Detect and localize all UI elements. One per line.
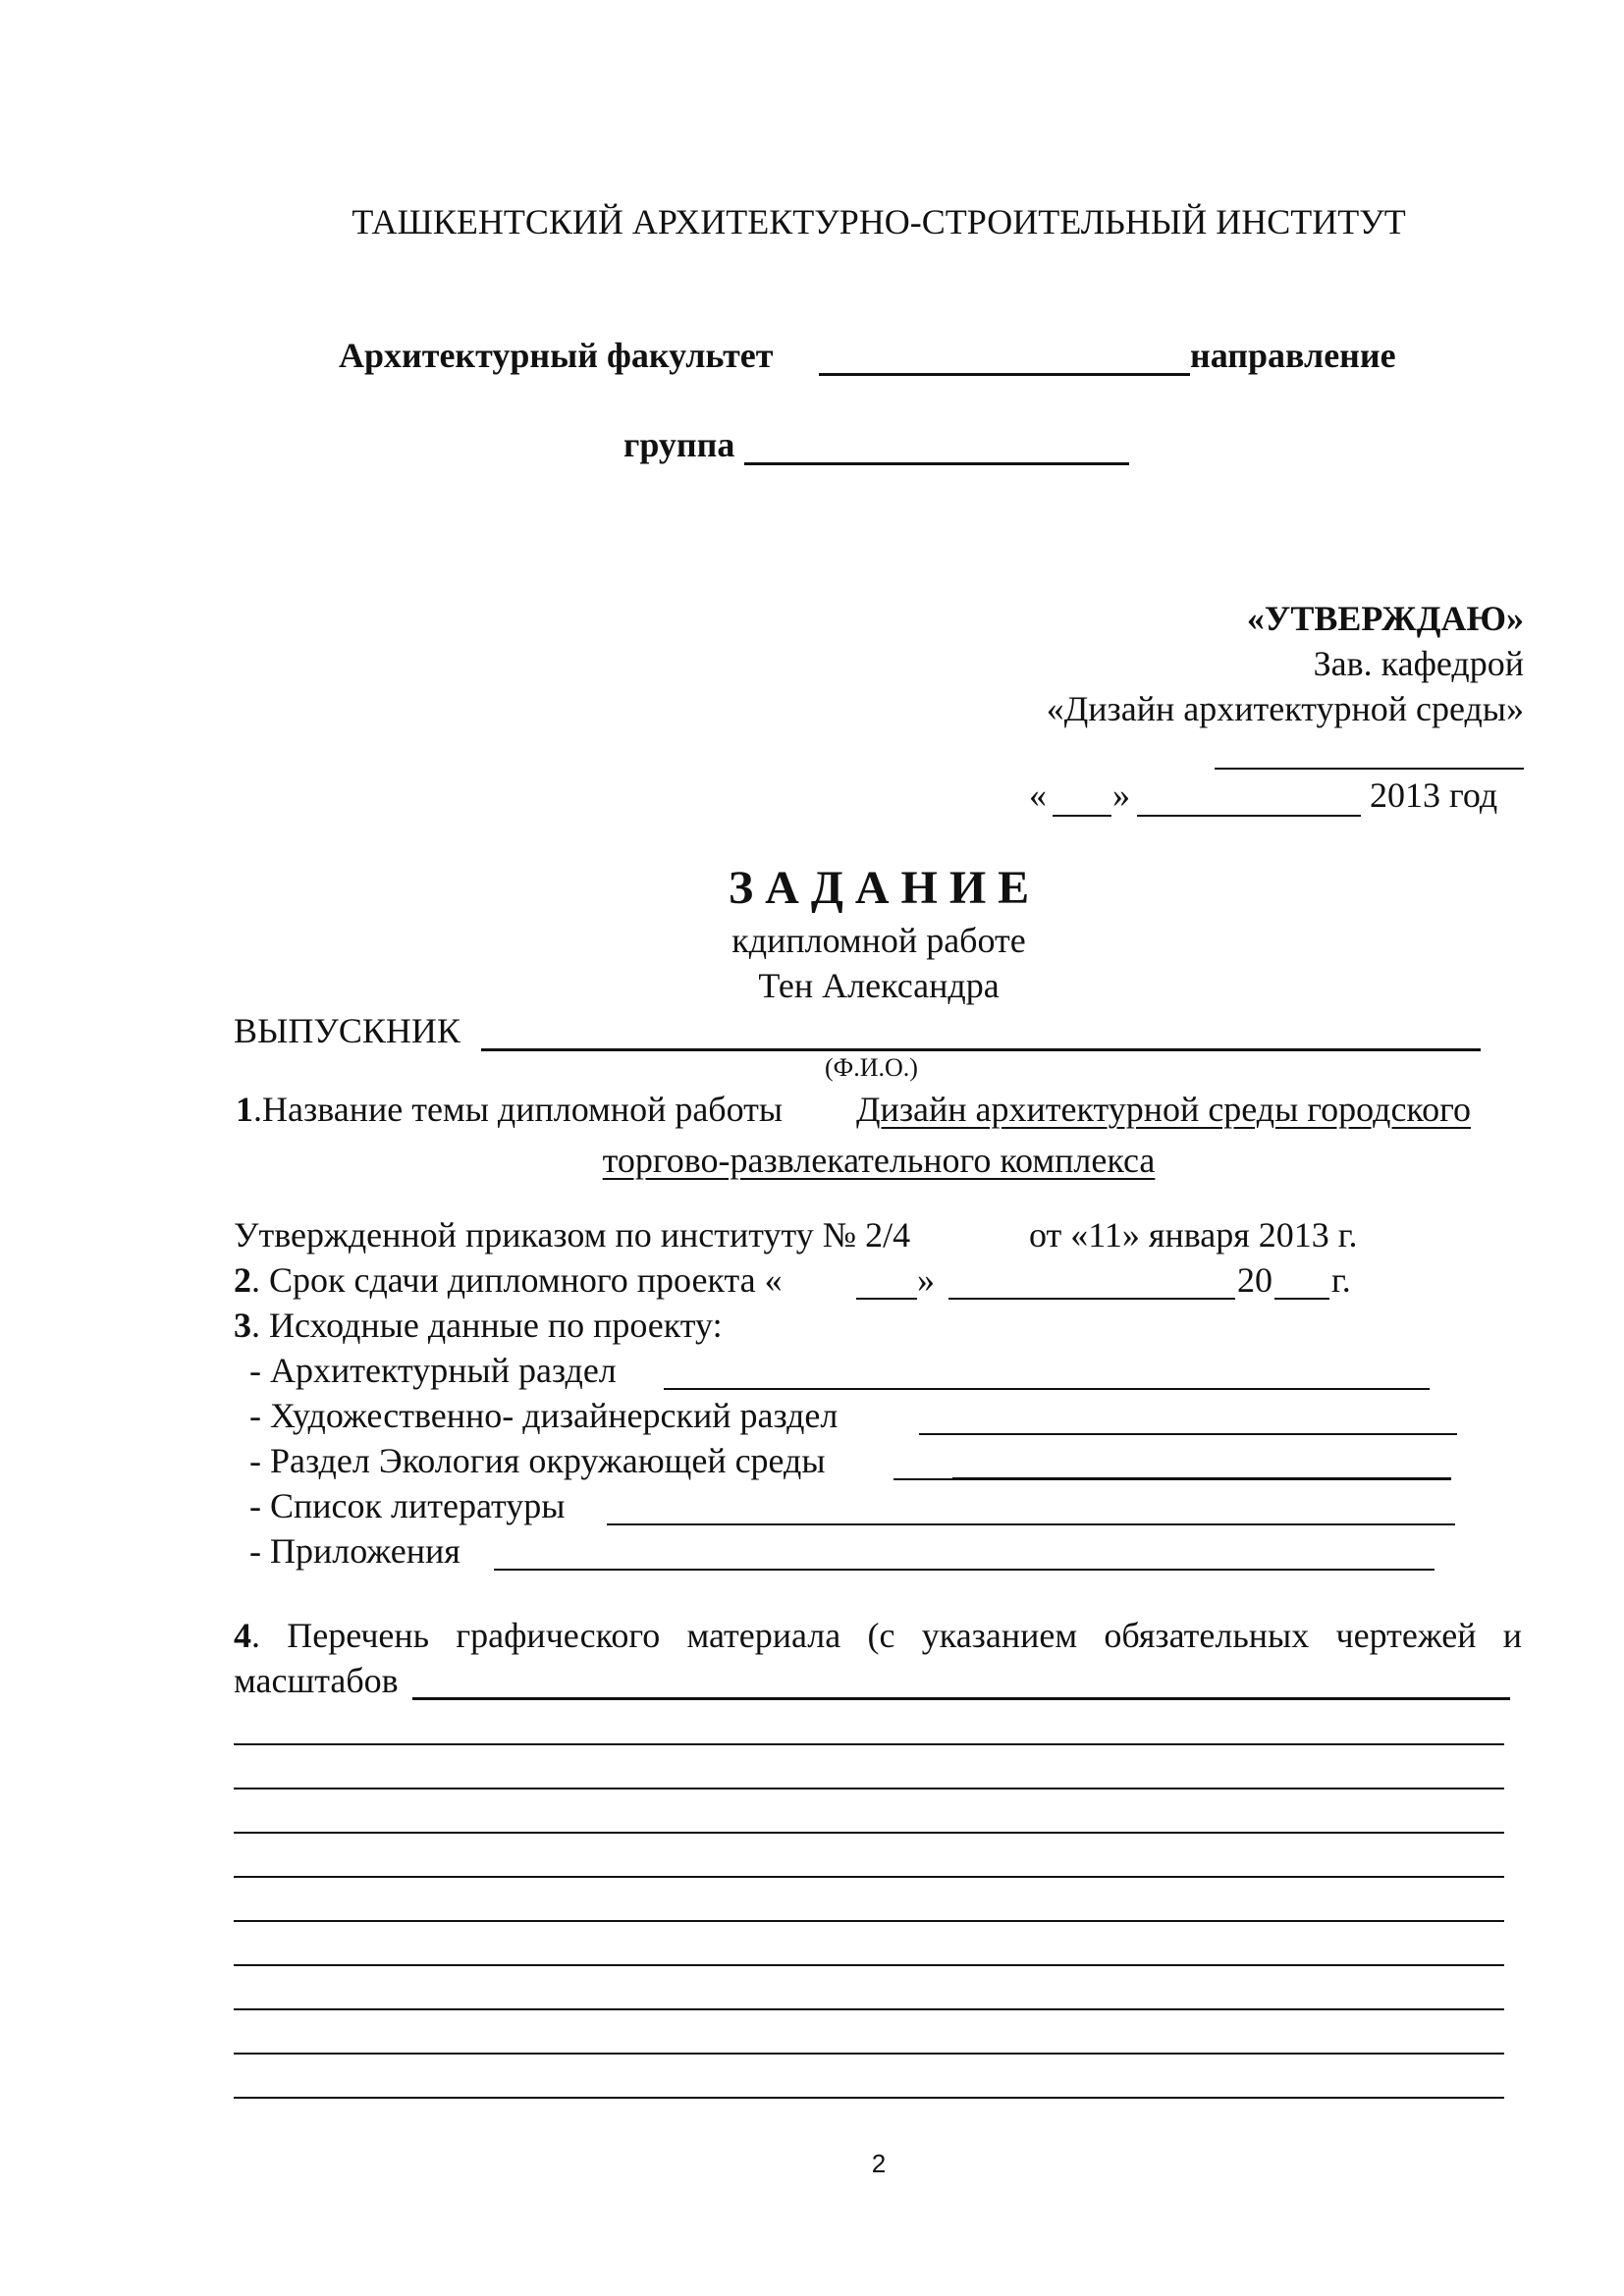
section-architecture: - Архитектурный раздел [249,1351,617,1390]
section-architecture-blank [664,1388,1430,1390]
section-literature-blank [607,1523,1455,1525]
institute-name: ТАШКЕНТСКИЙ АРХИТЕКТУРНО-СТРОИТЕЛЬНЫЙ ИНСТИТУТ [352,202,1406,241]
approval-day-blank [1053,815,1111,817]
approval-date-open: « [1029,775,1047,815]
section-art-design: - Художественно- дизайнерский раздел [249,1396,839,1435]
blank-line [234,1876,1504,1878]
item2-label: . Срок сдачи дипломного проекта « [251,1260,783,1300]
item1-topic-line2: торгово-развлекательного комплекса [602,1141,1156,1180]
section-ecology: - Раздел Экология окружающей среды [249,1441,826,1480]
direction-label: направление [1190,336,1396,375]
page-number: 2 [871,2149,887,2178]
approval-position: Зав. кафедрой [1313,644,1524,683]
approval-department: «Дизайн архитектурной среды» [1046,689,1524,728]
item2-year-blank [1274,1298,1329,1300]
direction-blank [819,373,1190,376]
blank-line [234,2053,1504,2055]
student-name: Тен Александра [758,966,1000,1005]
group-label: группа [623,425,735,464]
item2-close: » [917,1260,935,1300]
faculty-label: Архитектурный факультет [339,336,774,375]
item2-day-blank [856,1298,917,1300]
item1-label: .Название темы дипломной работы [253,1090,784,1129]
assignment-title: З А Д А Н И Е [728,862,1030,914]
blank-line [234,1920,1504,1922]
item1-number: 1 [236,1090,253,1129]
item1-topic-line1: Дизайн архитектурной среды городского [856,1090,1471,1129]
item4-scale-blank [412,1697,1510,1700]
section-ecology-blank [952,1477,1451,1480]
approval-year: 2013 год [1370,775,1498,815]
approval-month-blank [1137,815,1361,817]
item1-text [236,1088,783,1131]
blank-line [234,1743,1504,1745]
item4-number: 4 [234,1616,251,1655]
section-literature: - Список литературы [249,1486,566,1525]
order-text: Утвержденной приказом по институту № 2/4 [234,1215,911,1255]
approval-date-close: » [1112,775,1130,815]
item2-text [234,1258,783,1302]
item4-line1 [234,1614,1522,1657]
section-art-design-blank [919,1433,1457,1435]
approval-title: «УТВЕРЖДАЮ» [1246,599,1524,638]
blank-line [234,2097,1504,2099]
item2-month-blank [948,1298,1235,1300]
item2-year-prefix: 20 [1237,1260,1272,1300]
assignment-subtitle: кдипломной работе [731,921,1026,960]
fio-caption: (Ф.И.О.) [825,1053,918,1082]
blank-line [234,2008,1504,2010]
blank-line [234,1832,1504,1834]
item3-text [234,1304,723,1347]
item2-number: 2 [234,1260,251,1300]
item3-label: . Исходные данные по проекту: [251,1306,723,1345]
section-appendices-blank [494,1569,1435,1571]
blank-line [234,1788,1504,1789]
section-appendices: - Приложения [249,1531,460,1571]
blank-line [234,1964,1504,1966]
item4-line2: масштабов [234,1661,399,1700]
order-date: от «11» января 2013 г. [1029,1215,1358,1255]
item3-number: 3 [234,1306,251,1345]
item2-year-suffix: г. [1331,1260,1351,1300]
item4-label: . Перечень графического материала (с указанием обязательных чертежей и [251,1616,1522,1655]
group-blank [744,462,1129,465]
approval-signature-line [1215,768,1524,770]
graduate-label: ВЫПУСКНИК [234,1011,460,1050]
section-ecology-blank-thin [893,1478,952,1480]
graduate-name-blank [481,1048,1481,1051]
